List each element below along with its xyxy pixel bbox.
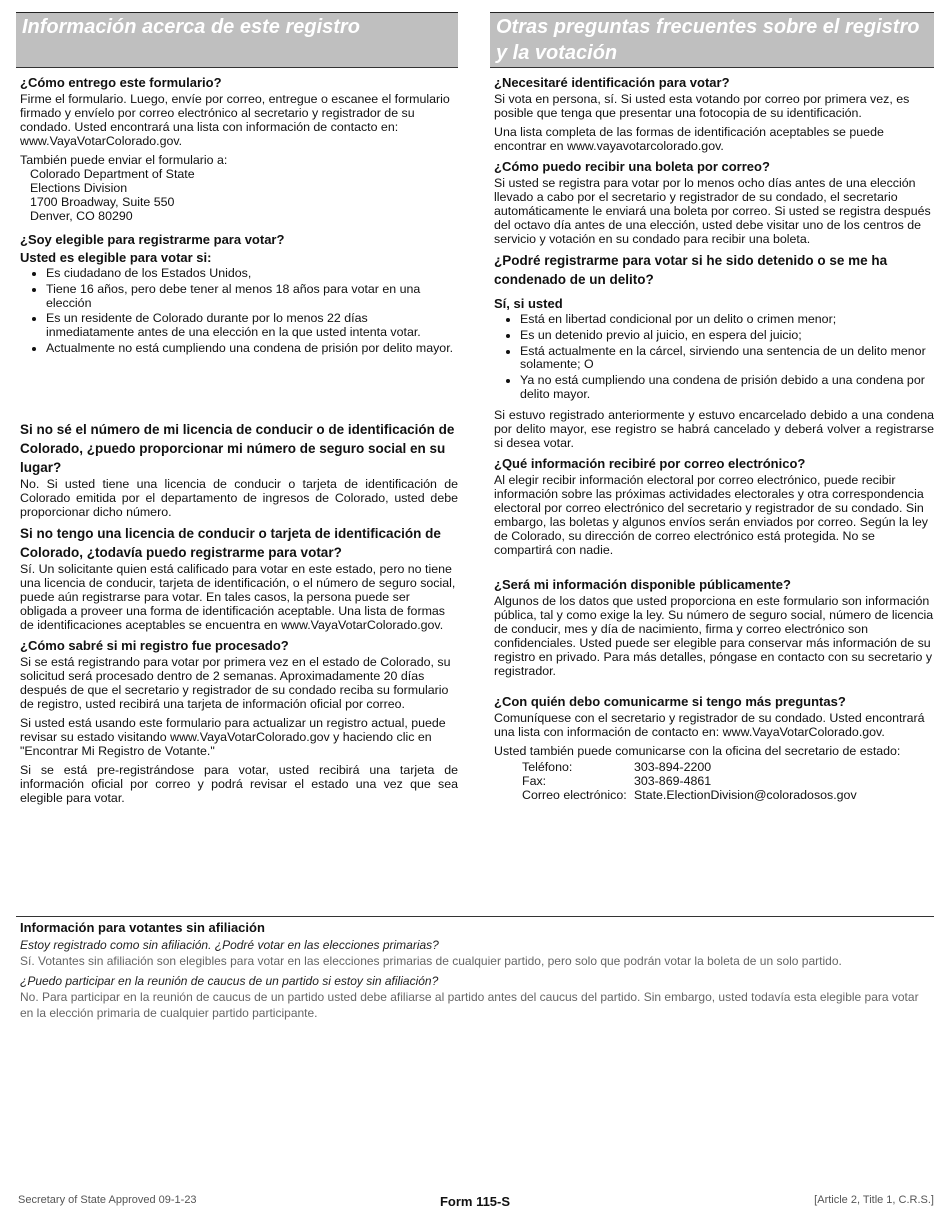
faq-public-title: ¿Será mi información disponible públicamente? <box>494 576 791 592</box>
list-item: • Ya no está cumpliendo una condena de prisión debido a una condena por delito mayor. <box>520 374 934 402</box>
list-item: • Tiene 16 años, pero debe tener al menos 18 años para votar en una elección <box>46 283 458 311</box>
faq-no-license-answer: Sí. Un solicitante quien está calificado para votar en este estado, pero no tiene una licencia de conducir, tarjeta de identificación, o el número de seguro social, puede aún registrarse para votar. En tales casos, la persona puede ser obligada a proveer una forma de identificación aceptable. Una lista de formas de identificaciones aceptables se encuentra en www.VayaVotarColorado.gov. <box>20 561 456 632</box>
faq-processed-answer-3: Si se está pre-registrándose para votar, usted recibirá una tarjeta de información oficial por correo y podrá revisar el estado una vez que sea elegible para votar. <box>20 762 458 805</box>
faq-processed-title: ¿Cómo sabré si mi registro fue procesado? <box>20 637 289 653</box>
faq-eligible-subtitle: Usted es elegible para votar si: <box>20 250 212 265</box>
address-line: Colorado Department of State <box>30 167 195 181</box>
list-item: • Actualmente no está cumpliendo una condena de prisión por delito mayor. <box>46 342 458 356</box>
contact-value: 303-869-4861 <box>634 773 712 788</box>
faq-no-license-title: Si no tengo una licencia de conducir o tarjeta de identificación de Colorado, ¿todavía puedo registrarme para votar? <box>20 525 441 560</box>
spacer <box>494 683 934 693</box>
right-content <box>490 68 934 802</box>
address-line: 1700 Broadway, Suite 550 <box>30 195 175 209</box>
faq-contact-title: ¿Con quién debo comunicarme si tengo más preguntas? <box>494 693 846 709</box>
faq-submit-answer: Firme el formulario. Luego, envíe por correo, entregue o escanee el formulario firmado y envíelo por correo electrónico al secretario y registrador de su condado. Usted encontrará una lista con información de contacto en: www.VayaVotarColorado.gov. <box>20 92 450 148</box>
faq-ssn-answer: No. Si usted tiene una licencia de conducir o tarjeta de identificación de Colorado emitida por el departamento de ingresos de Colorado, usted debe proporcionar dicho número. <box>20 476 458 519</box>
form-number: Form 115-S <box>439 1194 511 1209</box>
faq-mail-ballot-answer: Si usted se registra para votar por lo menos ocho días antes de una elección llevado a cabo por el secretario y registrador de su condado, el secretario automáticamente le enviará una boleta por correo. Si usted se registra después del octavo día antes de una elección, usted debe visitar uno de los centros de servicio y votación en su condado para recibir una boleta. <box>494 176 931 246</box>
right-column <box>490 12 934 802</box>
article-reference: [Article 2, Title 1, C.R.S.] <box>814 1194 934 1206</box>
contact-label: Correo electrónico: <box>522 787 627 802</box>
contact-table <box>522 760 857 802</box>
table-row <box>522 774 857 788</box>
faq-contact-answer-1: Comuníquese con el secretario y registrador de su condado. Usted encontrará una lista con información de contacto en: www.VayaVotarColorado.gov. <box>494 710 925 739</box>
faq-id-answer-2: Una lista completa de las formas de identificación aceptables se puede encontrar en www.vayavotarcolorado.gov. <box>494 125 884 153</box>
faq-convicted-answer: Si estuvo registrado anteriormente y estuvo encarcelado debido a una condena por delito mayor, ese registro se habrá cancelado y deberá volver a registrarse si desea votar. <box>494 407 934 450</box>
contact-value: State.ElectionDivision@coloradosos.gov <box>634 787 857 802</box>
address-line: Denver, CO 80290 <box>30 209 133 223</box>
faq-email-title: ¿Qué información recibiré por correo electrónico? <box>494 455 806 471</box>
unaffiliated-title: Información para votantes sin afiliación <box>20 920 265 935</box>
contact-label: Fax: <box>522 773 547 788</box>
unaffiliated-question-2: ¿Puedo participar en la reunión de caucus de un partido si estoy sin afiliación? <box>20 974 439 988</box>
unaffiliated-question-1: Estoy registrado como sin afiliación. ¿Podré votar en las elecciones primarias? <box>20 938 439 952</box>
faq-submit-mail-intro: También puede enviar el formulario a: <box>20 153 228 167</box>
faq-contact-answer-2: Usted también puede comunicarse con la oficina del secretario de estado: <box>494 743 901 758</box>
left-column <box>16 12 458 810</box>
faq-id-answer-1: Si vota en persona, sí. Si usted esta votando por correo por primera vez, es posible que tenga que presentar una fotocopia de su identificación. <box>494 92 910 120</box>
faq-ssn-title: Si no sé el número de mi licencia de conducir o de identificación de Colorado, ¿puedo proporcionar mi número de seguro social en su lugar? <box>20 421 455 475</box>
spacer <box>494 562 934 576</box>
faq-id-title: ¿Necesitaré identificación para votar? <box>494 75 730 90</box>
faq-eligible-title: ¿Soy elegible para registrarme para votar? <box>20 232 285 247</box>
unaffiliated-section <box>16 916 934 1025</box>
faq-public-answer: Algunos de los datos que usted proporciona en este formulario son información pública, tal y como exige la ley. Su número de seguro social, número de licencia de conducir, mes y día de nacimiento, firma y correo electrónico son confidenciales. Usted puede ser elegible para conservar más información de su registro en privado. Para más detalles, póngase en contacto con su secretario y registrador. <box>494 593 934 678</box>
contact-value: 303-894-2200 <box>634 759 712 774</box>
list-item: • Es un residente de Colorado durante por lo menos 22 días inmediatamente antes de una elección en la que usted intenta votar. <box>46 312 458 340</box>
faq-processed-answer-2: Si usted está usando este formulario para actualizar un registro actual, puede revisar su estado visitando www.VayaVotarColorado.gov y haciendo clic en "Encontrar Mi Registro de Votante." <box>20 715 446 758</box>
list-item: • Está en libertad condicional por un delito o crimen menor; <box>520 313 934 327</box>
list-item: • Es un detenido previo al juicio, en espera del juicio; <box>520 329 934 343</box>
unaffiliated-answer-1: Sí. Votantes sin afiliación son elegibles para votar en las elecciones primarias de cualquier partido, pero solo que podrán votar la boleta de un solo partido. <box>20 954 842 968</box>
faq-processed-answer-1: Si se está registrando para votar por primera vez en el estado de Colorado, su solicitud será procesado dentro de 2 semanas. Aproximadamente 20 días después de que el secretario y registrador de su condado reciba su formulario de registro, usted recibirá una tarjeta de información oficial por correo. <box>20 654 451 711</box>
address-line: Elections Division <box>30 181 128 195</box>
approval-note: Secretary of State Approved 09-1-23 <box>18 1194 197 1206</box>
faq-mail-ballot-title: ¿Cómo puedo recibir una boleta por correo? <box>494 159 770 174</box>
right-section-banner: Otras preguntas frecuentes sobre el registro y la votación <box>490 12 934 67</box>
unaffiliated-answer-2: No. Para participar en la reunión de caucus de un partido usted debe afiliarse al partido antes del caucus del partido. Sin embargo, usted todavía esta elegible para votar en la elección primaria de cualquier partido participante. <box>20 990 919 1020</box>
faq-convicted-subtitle: Sí, si usted <box>494 296 563 311</box>
left-section-banner: Información acerca de este registro <box>16 12 458 67</box>
left-content <box>16 68 458 805</box>
faq-submit-title: ¿Cómo entrego este formulario? <box>20 75 222 90</box>
list-item: • Está actualmente en la cárcel, sirviendo una sentencia de un delito menor solamente; O <box>520 345 934 373</box>
list-item: • Es ciudadano de los Estados Unidos, <box>46 267 458 281</box>
eligibility-list <box>20 267 458 356</box>
faq-email-answer: Al elegir recibir información electoral por correo electrónico, puede recibir información sobre las próximas actividades electorales y otra correspondencia electoral por correo electrónico del secretario y registrador de su condado. Sin embargo, las boletas y algunos envíos serán enviados por correo. Según la ley de Colorado, su dirección de correo electrónico está protegida. No se compartirá con nadie. <box>494 472 928 557</box>
table-row <box>522 760 857 774</box>
contact-label: Teléfono: <box>522 759 573 774</box>
faq-convicted-title: ¿Podré registrarme para votar si he sido detenido o se me ha condenado de un delito? <box>494 253 888 287</box>
mailing-address <box>20 167 458 223</box>
convicted-list <box>494 313 934 402</box>
table-row <box>522 788 857 802</box>
spacer <box>20 358 458 420</box>
